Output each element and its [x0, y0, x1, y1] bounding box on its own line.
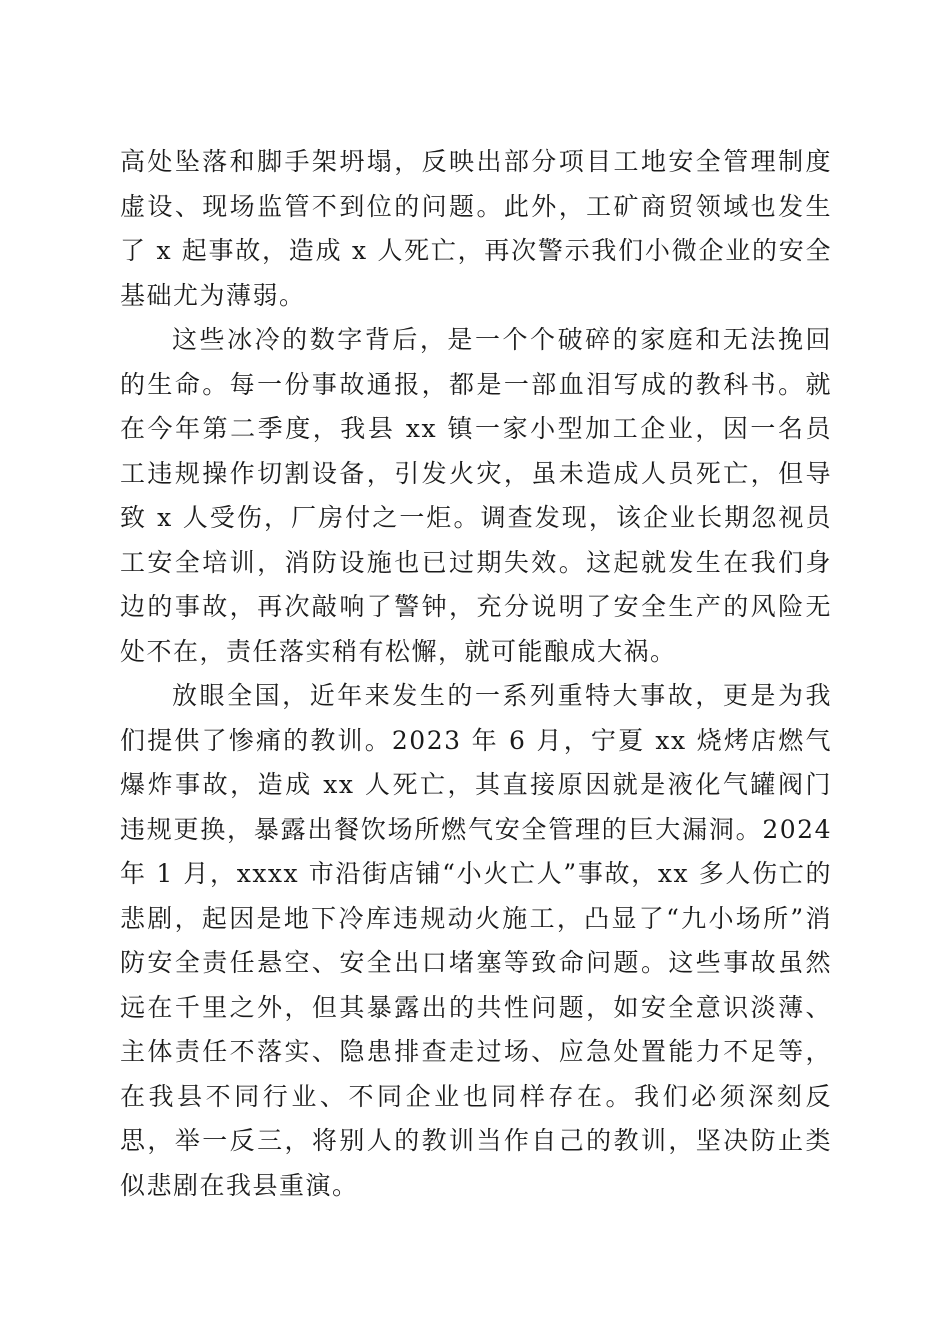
- paragraph-continued: 高处坠落和脚手架坍塌，反映出部分项目工地安全管理制度虚设、现场监管不到位的问题。此外，工矿商贸领域也发生了 x 起事故，造成 x 人死亡，再次警示我们小微企业的安全基础尤为薄弱。: [120, 147, 832, 310]
- paragraph: 这些冰冷的数字背后，是一个个破碎的家庭和无法挽回的生命。每一份事故通报，都是一部血泪写成的教科书。就在今年第二季度，我县 xx 镇一家小型加工企业，因一名员工违规操作切割设备，引发火灾，虽未造成人员死亡，但导致 x 人受伤，厂房付之一炬。调查发现，该企业长期忽视员工安全培训，消防设施也已过期失效。这起就发生在我们身边的事故，再次敲响了警钟，充分说明了安全生产的风险无处不在，责任落实稍有松懈，就可能酿成大祸。: [120, 325, 832, 666]
- document-body: [120, 140, 832, 1208]
- paragraph: 放眼全国，近年来发生的一系列重特大事故，更是为我们提供了惨痛的教训。2023 年 6 月，宁夏 xx 烧烤店燃气爆炸事故，造成 xx 人死亡，其直接原因就是液化气罐阀门违规更换，暴露出餐饮场所燃气安全管理的巨大漏洞。2024 年 1 月，xxxx 市沿街店铺“小火亡人”事故，xx 多人伤亡的悲剧，起因是地下冷库违规动火施工，凸显了“九小场所”消防安全责任悬空、安全出口堵塞等致命问题。这些事故虽然远在千里之外，但其暴露出的共性问题，如安全意识淡薄、主体责任不落实、隐患排查走过场、应急处置能力不足等，在我县不同行业、不同企业也同样存在。我们必须深刻反思，举一反三，将别人的教训当作自己的教训，坚决防止类似悲剧在我县重演。: [120, 681, 832, 1200]
